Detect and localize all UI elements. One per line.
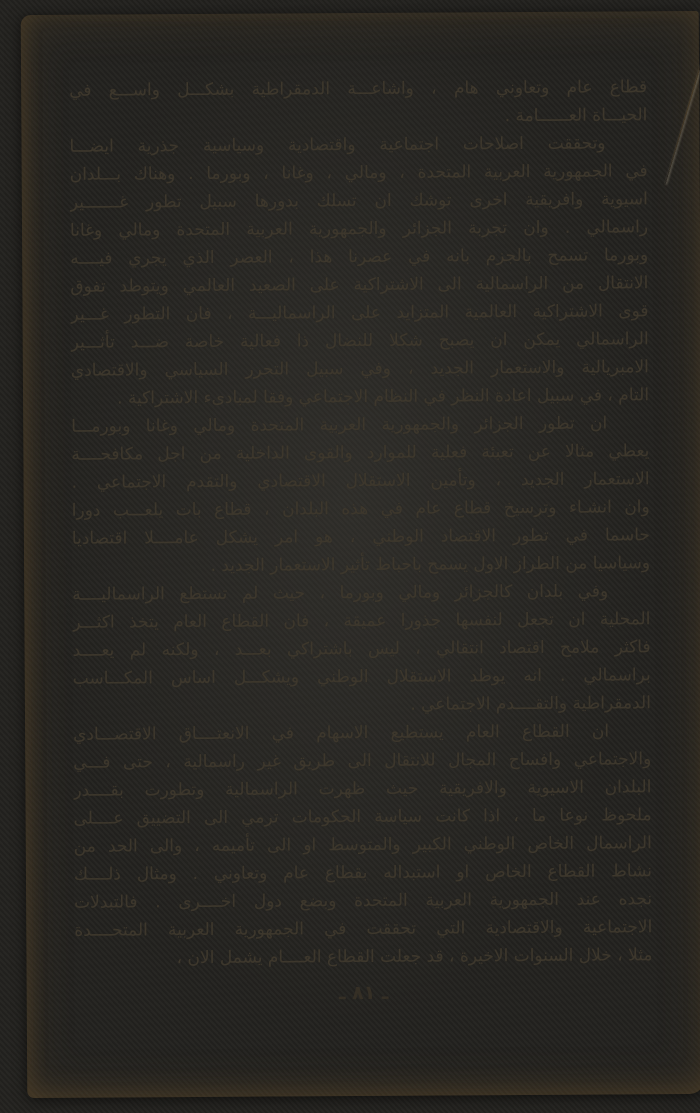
text-line: الدمقراطية والتقــــدم الاجتماعي .: [410, 693, 651, 715]
text-line: حاسما في تطور الاقتصاد الوطني ، هو امر يشكل عامــــلا اقتصاديا: [71, 525, 650, 549]
paragraph: [71, 409, 650, 581]
text-line: في الجمهورية العربية المتحدة ، ومالي ، وغانا ، وبورما . وهناك بـــلدان: [69, 161, 648, 185]
text-line: وسياسيا من الطراز الاول يسمح باحباط تأثير الاستعمار الجديد .: [210, 553, 651, 576]
text-line: يعطي مثالا عن تعبئة فعلية للموارد والقوى الداخلية من اجل مكافحــــة: [71, 441, 650, 465]
text-line: وبورما تسمح بالجزم بانه في عصرنا هذا ، العصر الذي يجري فيــــه: [70, 245, 649, 269]
paper-crease: [665, 52, 700, 185]
paragraph: [72, 577, 651, 721]
text-line: مثلا ، خلال السنوات الاخيرة ، قد جعلت القطاع العــــام يشمل الان ،: [176, 945, 653, 969]
book-page: [21, 11, 700, 1098]
body-text: [69, 73, 652, 973]
text-line: ان القطاع العام يستطيع الاسهام في الانعتــــاق الاقتصـــادي: [73, 721, 610, 745]
text-line: البلدان الاسيوية والافريقية حيث ظهرت الراسمالية وتطورت بقــــدر: [73, 777, 652, 801]
paragraph: [73, 717, 653, 973]
text-line: نجده عند الجمهورية العربية المتحدة وبضع دول اخــــرى . فالتبدلات: [74, 889, 653, 913]
text-line: قطاع عام وتعاوني هام ، واشاعـــة الدمقراطية بشكـــل واســـع في: [69, 77, 648, 101]
text-line: المحلية ان تجعل لنفسها جذورا عميقة ، فان القطاع العام يتخذ اكثـــر: [72, 609, 651, 633]
text-column: [69, 73, 653, 1006]
text-line: وتحققت اصلاحات اجتماعية واقتصادية وسياسية جذرية ايضـــا: [69, 133, 606, 157]
text-line: الانتقال من الراسمالية الى الاشتراكية على الصعيد العالمي ويتوطد تفوق: [70, 273, 649, 297]
page-number: ـ ٨١ ـ: [338, 981, 389, 1005]
text-line: براسمالي . انه يوطد الاستقلال الوطني ويشكـــل اساس المكـــاسب: [72, 665, 651, 689]
text-line: ان تطور الجزائر والجمهورية العربية المتحدة ومالي وغانا وبورمـــا: [71, 413, 608, 437]
text-line: الاستعمار الجديد ، وتأمين الاستقلال الاقتصادي والتقدم الاجتماعي .: [71, 469, 650, 493]
text-line: وان انشـاء وترسيخ قطاع عام في هذه البلدان ، قطاع بات يلعـــب دورا: [71, 497, 650, 521]
paragraph: [69, 129, 649, 413]
text-line: ملحوظ نوعا ما ، اذا كانت سياسة الحكومات ترمي الى التضييق عــــلى: [73, 805, 652, 829]
text-line: راسمالي . وان تجربة الجزائر والجمهورية العربية المتحدة ومالي وغانا: [69, 217, 649, 241]
text-line: نشاط القطاع الخاص او استبداله بقطاع عام وتعاوني . ومثال ذلــــك: [73, 861, 653, 885]
text-line: الاجتماعية والاقتصادية التي تحققت في الجمهورية العربية المتحــــدة: [74, 917, 653, 941]
paragraph: [69, 73, 647, 133]
text-line: والاجتماعي وافساح المجال للانتقال الى طريق غير راسمالية ، حتى فـــي: [73, 749, 652, 773]
text-line: قوى الاشتراكية العالمية المتزايد على الراسماليـــة ، فان التطور غـــير: [70, 301, 649, 325]
text-line: وفي بلدان كالجزائر ومالي وبورما ، حيث لم تستطع الراسماليــــة: [72, 581, 609, 605]
text-line: التام ، في سبيل اعادة النظر في النظام الاجتماعي وفقا لمبادىء الاشتراكية .: [117, 385, 650, 409]
text-line: الراسمال الخاص الوطني الكبير والمتوسط او الى تأميمه ، والى الحد من: [73, 833, 652, 857]
text-line: فاكثر ملامح اقتصاد انتقالي ، ليس باشتراكي بعـــد ، ولكنه لم يعــــد: [72, 637, 651, 661]
text-line: الامبريالية والاستعمار الجديد ، وفي سبيل التحرر السياسي والاقتصادي: [70, 357, 649, 381]
text-line: الراسمالي يمكن ان يصبح شكلا للنضال ذا فعالية خاصة ضـــد تأثـــير: [70, 329, 649, 353]
text-line: الحيـــاة العــــــامة .: [504, 105, 648, 127]
text-line: اسيوية وافريقية اخرى توشك ان تسلك بدورها سبيل تطور غـــــــير: [69, 189, 648, 213]
